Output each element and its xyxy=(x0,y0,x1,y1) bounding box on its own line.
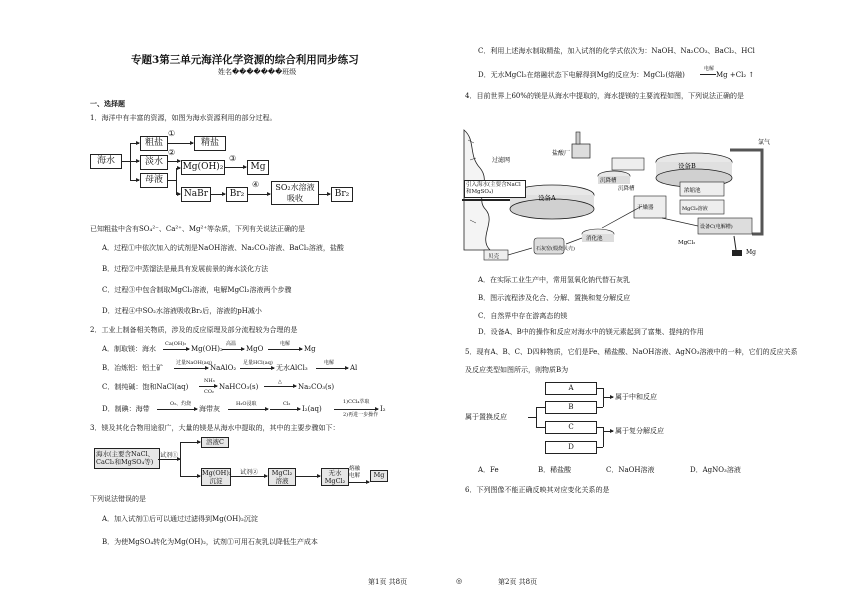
q5-option-d: D．AgNO₃溶液 xyxy=(690,466,741,474)
q4-label-mg: Mg xyxy=(746,249,756,256)
q2-stem: 2．工业上制备相关物质，涉及的反应原理及部分流程较为合理的是 xyxy=(90,326,298,334)
q2-option-a: A．制取镁：海水 xyxy=(102,345,157,353)
q3-mgoh2: Mg(OH)₂沉淀 xyxy=(202,469,232,485)
q4-label-kiln: 石灰窑(煅烧贝壳) xyxy=(536,246,575,252)
q4-label-shell: 贝壳 xyxy=(488,254,500,260)
q1-br2-a: Br₂ xyxy=(226,187,248,202)
q1-crude-salt: 粗盐 xyxy=(140,136,168,151)
q4-label-filter: 过滤网 xyxy=(492,157,511,164)
q1-so2-absorb: SO₂水溶液吸收 xyxy=(271,181,319,205)
q4-label-cell: 设备C(电解槽) xyxy=(700,224,733,230)
q2-b-cond3: 电解 xyxy=(324,360,335,366)
q4-label-mgcl2: MgCl₂ xyxy=(678,240,696,246)
q4-label-mgcl2-sol: MgCl₂溶液 xyxy=(682,206,708,212)
q5-option-a: A．Fe xyxy=(478,466,499,474)
q2-b-cond2: 足量HCl(aq) xyxy=(243,360,273,366)
q1-step-2: ② xyxy=(168,148,176,157)
q4-label-conc: 浓缩池 xyxy=(684,188,701,194)
q2-b-p2: 无水AlCl₃ xyxy=(276,364,308,372)
q4-label-tank-b: 设备B xyxy=(678,162,696,170)
q5-box-d: D xyxy=(545,441,597,454)
q4-label-tank-a: 设备A xyxy=(538,194,556,202)
q5-option-b: B．稀盐酸 xyxy=(538,466,572,474)
q2-a-cond2: 高温 xyxy=(226,341,237,347)
q2-b-p1: NaAlO₂ xyxy=(210,364,237,372)
q1-option-d: D．过程④中SO₂水溶液吸收Br₂后，溶液的pH减小 xyxy=(102,307,262,315)
q1-option-b: B．过程②中蒸馏法是最具有发展前景的海水淡化方法 xyxy=(102,265,269,273)
q2-c-p2: Na₂CO₃(s) xyxy=(298,383,335,391)
q2-option-c: C．制纯碱：饱和NaCl(aq) xyxy=(102,383,189,391)
footer-mid: ◎ xyxy=(456,577,463,585)
q2-b-p3: Al xyxy=(350,364,358,372)
q2-d-cond3: Cl₂ xyxy=(283,401,291,407)
q4-option-b: B．图示流程涉及化合、分解、置换和复分解反应 xyxy=(478,294,631,302)
q3-melt-electrolysis: 熔融电解 xyxy=(349,466,361,479)
q2-c-cond2: △ xyxy=(278,379,282,385)
name-class-line: 姓名�������班级 xyxy=(218,68,297,76)
q5-box-b: B xyxy=(545,401,597,414)
q4-stem: 4．目前世界上60%的镁是从海水中提取的，海水提镁的主要流程如图，下列说法正确的是 xyxy=(465,92,745,100)
q3-d-product: Mg +Cl₂ ↑ xyxy=(716,71,755,79)
q1-step-4: ④ xyxy=(252,180,260,189)
q2-d-p1: 海带灰 xyxy=(199,405,220,413)
q3-option-d: D．无水MgCl₂在熔融状态下电解得到Mg的反应为：MgCl₂(熔融) xyxy=(478,71,685,79)
q5-neutral-label: 属于中和反应 xyxy=(615,393,657,401)
q1-note: 已知粗盐中含有SO₄²⁻、Ca²⁺、Mg²⁺等杂质，下列有关说法正确的是 xyxy=(90,225,306,233)
q1-mother-liquor: 母液 xyxy=(140,173,168,188)
q2-c-p1: NaHCO₃(s) xyxy=(219,383,259,391)
q2-d-cond4: 1)CCl₄萃取 xyxy=(343,399,370,405)
q4-label-chlorine: 氯气 xyxy=(758,139,771,146)
q1-refined-salt: 精盐 xyxy=(194,136,226,151)
q1-option-c: C．过程③中包含制取MgCl₂溶液，电解MgCl₂溶液两个步骤 xyxy=(102,286,292,294)
q2-d-p2: I₂(aq) xyxy=(302,405,322,413)
q2-d-cond2: H₂O浸取 xyxy=(236,401,257,407)
q2-d-cond4b: 2)再进一步操作 xyxy=(343,412,379,418)
q3-anhydrous-mgcl2: 无水MgCl₂ xyxy=(321,468,349,486)
footer-left: 第1页 共8页 xyxy=(368,578,408,586)
q2-d-p3: I₂ xyxy=(380,405,386,413)
q5-box-a: A xyxy=(545,382,597,395)
q4-label-dryer: 干燥器 xyxy=(637,205,654,211)
q4-label-slaker: 消化池 xyxy=(586,236,603,242)
q3-option-a: A．加入试剂①后可以通过过滤得到Mg(OH)₂沉淀 xyxy=(102,515,258,523)
q2-a-cond3: 电解 xyxy=(280,341,291,347)
q4-label-settle1: 沉降槽 xyxy=(600,178,617,184)
q3-reagent1: 试剂① xyxy=(160,452,179,459)
page-title: 专题3第三单元海洋化学资源的综合利用同步练习 xyxy=(131,54,359,66)
q5-box-c: C xyxy=(545,421,597,434)
q1-seawater: 海水 xyxy=(90,154,122,169)
q5-stem-2: 及反应类型如图所示，则物质B为 xyxy=(465,366,569,374)
q3-seawater: 海水(主要含NaCl、CaCl₂和MgSO₄等) xyxy=(94,448,160,469)
footer-right: 第2页 共8页 xyxy=(498,578,538,586)
q1-option-a: A．过程①中依次加入的试剂是NaOH溶液、Na₂CO₃溶液、BaCl₂溶液，盐酸 xyxy=(102,244,344,252)
q3-d-cond: 电解 xyxy=(704,66,715,72)
q2-option-b: B．冶炼铝：铝土矿 xyxy=(102,364,164,372)
q2-d-cond1: O₂、灼烧 xyxy=(170,401,192,407)
q1-br2-b: Br₂ xyxy=(331,187,353,202)
q2-a-p3: Mg xyxy=(304,345,316,353)
q3-mgcl2-solution: MgCl₂溶液 xyxy=(268,468,296,486)
q4-option-a: A．在实际工业生产中，常用氢氧化钠代替石灰乳 xyxy=(478,276,631,284)
q2-b-cond1: 过量NaOH(aq) xyxy=(176,360,212,366)
q3-mg: Mg xyxy=(370,470,388,482)
q2-a-cond1: Ca(OH)₂ xyxy=(165,341,187,347)
q4-label-intake: 引入海水(主要含NaCl和MgSO₄) xyxy=(464,180,526,198)
q1-step-3: ③ xyxy=(229,154,237,163)
q3-reagent2: 试剂② xyxy=(240,469,259,476)
q2-a-p1: Mg(OH)₂ xyxy=(191,345,223,353)
q5-displace-label: 属于置换反应 xyxy=(465,413,507,421)
q1-mg: Mg xyxy=(247,160,269,175)
q4-option-d: D．设备A、B中的操作和反应对海水中的镁元素起到了富集、提纯的作用 xyxy=(478,328,704,336)
q5-double-label: 属于复分解反应 xyxy=(615,427,664,435)
q1-fresh-water: 淡水 xyxy=(140,155,168,170)
q2-c-cond1: NH₃ xyxy=(204,378,215,384)
q4-label-plant: 盐酸厂 xyxy=(552,150,571,157)
q3-solution-c: 溶液C xyxy=(201,437,229,448)
q2-a-p2: MgO xyxy=(246,345,264,353)
q3-option-c: C．利用上述海水制取精盐，加入试剂的化学式依次为：NaOH、Na₂CO₃、BaCl₂、HCl xyxy=(478,47,755,55)
section-heading: 一、选择题 xyxy=(90,99,125,108)
q4-label-settle2: 沉降槽 xyxy=(618,186,635,192)
q1-nabr: NaBr xyxy=(181,187,211,202)
q5-option-c: C．NaOH溶液 xyxy=(606,466,655,474)
q6-stem: 6．下列图像不能正确反映其对应变化关系的是 xyxy=(465,486,610,494)
q2-c-cond1b: CO₂ xyxy=(204,389,214,395)
q1-mgoh2: Mg(OH)₂ xyxy=(181,160,225,175)
q2-option-d: D．制碘：海带 xyxy=(102,405,150,413)
q3-option-b: B．为使MgSO₄转化为Mg(OH)₂，试剂①可用石灰乳以降低生产成本 xyxy=(102,538,318,546)
q5-stem: 5．现有A、B、C、D四种物质，它们是Fe、稀盐酸、NaOH溶液、AgNO₃溶液中的一种，它们的反应关系 xyxy=(465,348,798,356)
q4-option-c: C．自然界中存在游离态的镁 xyxy=(478,312,568,320)
q3-note: 下列说法错误的是 xyxy=(90,495,146,503)
q1-step-1: ① xyxy=(168,129,176,138)
q3-stem: 3．镁及其化合物用途很广，大量的镁是从海水中提取的，其中的主要步骤如下： xyxy=(90,424,340,432)
q1-stem: 1．海洋中有丰富的资源，如图为海水资源利用的部分过程。 xyxy=(90,114,277,122)
